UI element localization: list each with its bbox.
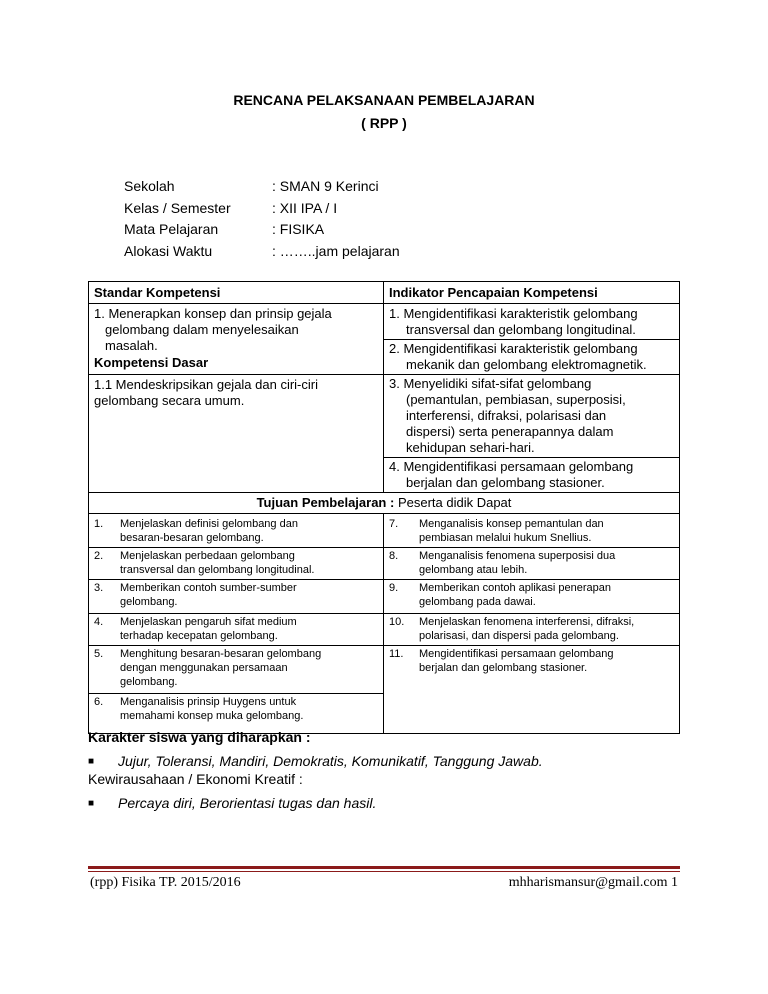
kewirausahaan-text: Percaya diri, Berorientasi tugas dan hasil. [118,795,377,811]
bullet-icon: ■ [88,756,95,767]
info-value: : FISIKA [272,221,325,237]
info-label: Kelas / Semester [124,199,231,216]
objective-item [389,647,679,677]
competency-right-cell [384,282,679,492]
ipk-line: mekanik dan gelombang elektromagnetik. [406,357,647,372]
karakter-header: Karakter siswa yang diharapkan : [88,729,311,745]
sk-line: 1. Menerapkan konsep dan prinsip gejala [94,306,332,321]
kd-header: Kompetensi Dasar [94,355,209,370]
objective-item [94,517,379,547]
ipk-line: 3. Menyelidiki sifat-sifat gelombang [389,376,592,391]
bullet-icon: ■ [88,798,95,809]
objective-item [389,517,679,547]
objective-text: Menganalisis prinsip Huygens untuk memahami konsep muka gelombang. [120,696,304,722]
objective-number: 9. [389,582,399,594]
sk-line: gelombang dalam menyelesaikan [105,322,299,337]
objective-text: Memberikan contoh aplikasi penerapan gelombang pada dawai. [419,582,612,608]
info-row-mapel [124,221,400,243]
objective-item [94,581,379,611]
ipk-line: dispersi) serta penerapannya dalam [406,424,614,439]
ipk-line: 4. Mengidentifikasi persamaan gelombang [389,459,634,474]
footer-left: (rpp) Fisika TP. 2015/2016 [90,875,241,890]
objective-number: 10. [389,616,405,628]
document-subtitle: ( RPP ) [361,115,407,131]
competency-left-cell [89,282,384,492]
objectives-left [89,514,384,733]
footer-rule-thick [88,866,680,869]
objective-number: 1. [94,518,104,530]
objective-text: Menjelaskan fenomena interferensi, difraksi, polarisasi, dan dispersi pada gelombang. [419,616,635,642]
objective-text: Menghitung besaran-besaran gelombang dengan menggunakan persamaan gelombang. [120,648,322,688]
ipk-line: berjalan dan gelombang stasioner. [406,475,605,490]
identity-block [124,178,400,264]
objective-text: Menjelaskan pengaruh sifat medium terhadap kecepatan gelombang. [120,616,297,642]
tujuan-rest: Peserta didik Dapat [394,495,512,510]
ipk-line: interferensi, difraksi, polarisasi dan [406,408,607,423]
objective-text: Menganalisis fenomena superposisi dua gelombang atau lebih. [419,550,616,576]
objective-number: 11. [389,648,404,660]
kewirausahaan-bullet [88,795,376,813]
info-row-kelas [124,200,400,222]
objective-text: Menjelaskan perbedaan gelombang transversal dan gelombang longitudinal. [120,550,315,576]
footer-right: mhharismansur@gmail.com 1 [508,875,678,890]
ipk-line: 2. Mengidentifikasi karakteristik gelombang [389,341,638,356]
ipk-line: 1. Mengidentifikasi karakteristik gelombang [389,306,638,321]
objective-number: 8. [389,550,399,562]
objective-number: 5. [94,648,104,660]
competency-top-row [89,282,679,493]
kewirausahaan-header: Kewirausahaan / Ekonomi Kreatif : [88,771,303,787]
kd-line: 1.1 Mendeskripsikan gejala dan ciri-ciri [94,377,318,392]
objective-item [94,549,379,579]
info-value: : XII IPA / I [272,199,338,216]
info-label: Alokasi Waktu [124,242,213,259]
objective-item [94,615,379,645]
ipk-line: (pemantulan, pembiasan, superposisi, [406,392,626,407]
objective-number: 3. [94,582,104,594]
sk-header: Standar Kompetensi [94,285,221,300]
objective-item [389,581,679,611]
objective-item [389,549,679,579]
info-label: Sekolah [124,178,175,194]
objectives-right [384,514,679,733]
objective-text: Mengidentifikasi persamaan gelombang berjalan dan gelombang stasioner. [419,648,614,674]
objectives-row [89,514,679,733]
objective-item [389,615,679,645]
ipk-header: Indikator Pencapaian Kompetensi [389,285,598,300]
info-value: : ……..jam pelajaran [272,242,400,259]
objective-text: Memberikan contoh sumber-sumber gelombang. [120,582,297,608]
objective-text: Menjelaskan definisi gelombang dan besaran-besaran gelombang. [120,518,298,544]
kd-line: gelombang secara umum. [94,393,245,408]
objective-number: 2. [94,550,104,562]
karakter-bullet [88,753,543,771]
info-label: Mata Pelajaran [124,221,219,237]
document-title: RENCANA PELAKSANAAN PEMBELAJARAN [233,92,535,108]
footer-rule-thin [88,871,680,872]
tujuan-header [89,493,679,514]
tujuan-label: Tujuan Pembelajaran : [256,495,395,510]
sk-line: masalah. [105,338,158,353]
info-value: : SMAN 9 Kerinci [272,178,379,194]
ipk-line: transversal dan gelombang longitudinal. [406,322,636,337]
objective-item [94,695,379,725]
info-row-waktu [124,243,400,265]
competency-table [88,281,680,734]
info-row-sekolah [124,178,400,200]
ipk-line: kehidupan sehari-hari. [406,440,535,455]
objective-number: 4. [94,616,104,628]
karakter-text: Jujur, Toleransi, Mandiri, Demokratis, Komunikatif, Tanggung Jawab. [118,753,543,769]
objective-number: 6. [94,696,104,708]
objective-item [94,647,379,691]
objective-number: 7. [389,518,399,530]
objective-text: Menganalisis konsep pemantulan dan pembiasan melalui hukum Snellius. [419,518,604,544]
